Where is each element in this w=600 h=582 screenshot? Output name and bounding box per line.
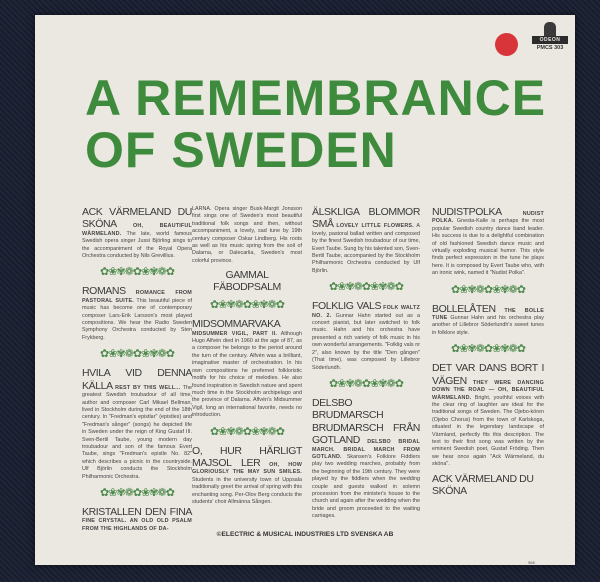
song-english-title: OH, BEAUTIFUL WÄRMELAND.	[82, 223, 192, 237]
catalog-number: PMCS 303	[536, 45, 564, 51]
song-notes: Gunnar Hahn and his orchestra play another of Lillebror Söderlundh's sweet tunes in folklore style.	[432, 315, 544, 336]
song-title: MIDSOMMARVAKA	[192, 318, 281, 331]
floral-ornament: ✿❀✾❁✿❀✾❁✿	[100, 348, 174, 361]
column-2	[192, 206, 302, 510]
song-english-title: FOLK WALTZ NO. 2.	[312, 305, 420, 319]
song-notes: The greatest Swedish troubadour of all time, author and composer Carl Mikael Bellman, lived in Stockholm during the end of the 18th century. In "Fredman's epistlar" (epistles) and "Fredman's sånger" (songs) he depicted life in Sweden under the reign of King Gustaf III. Sven-Bertil Taube, young modern day troubadour and son of the famous Evert Taube, sings "Fredman's epistle No. 82" which describes a picnic in the countryside. Ulf Björlin conducts the Stockholm Philharmonic Orchestra.	[82, 384, 192, 480]
song-entry	[192, 318, 302, 419]
song-entry	[82, 285, 192, 342]
odeon-logo	[532, 22, 568, 51]
floral-ornament: ✿❀✾❁✿❀✾❁✿	[100, 266, 174, 279]
song-description	[432, 362, 544, 468]
song-english-title: THE BOLLE TUNE	[432, 307, 544, 322]
floral-ornament: ✿❀✾❁✿❀✾❁✿	[329, 377, 403, 390]
song-english-title: OH, HOW GLORIOUSLY THE MAY SUN SMILES.	[192, 461, 303, 476]
song-notes: Although Hugo Alfvén died in 1960 at the age of 87, as a composer he belongs to the period around the turn of the century. Alfvén was a brilliant, imaginative master of orchestration. In his own compositions he preferred folkloristic motifs for his choice of melodies. He also found inspiration in Swedish nature and spent much time in the Stockholm archipelago and the province of Dalarna. Alfvén's Midsummer Vigil, long an international favorite, needs no introduction.	[192, 330, 302, 419]
song-notes: Gnesta-Kalle is perhaps the most popular Swedish country dance band leader. His success is due to a delightful combination of old fashioned Swedish dance music and virtually exploding musical humor. This style finds perfect expression in the tune he plays here. It is composed by Evert Taube who, with an ironic wink, named it "Nudist Polka".	[432, 218, 544, 277]
song-english-title: MIDSUMMER VIGIL, PART II.	[192, 330, 278, 337]
song-description	[82, 506, 192, 533]
song-description	[82, 285, 192, 342]
song-description	[432, 303, 544, 338]
song-title: ÄLSKLIGA BLOMMOR SMÅ	[312, 206, 420, 231]
song-notes: A lovely, pastoral ballad written and composed by the finest Swedish troubadour of our time, Evert Taube. Sung by his talented son, Sven-Bertil Taube, accompanied by the Stockholm Philharmonic Orchestra conducted by Ulf Björlin.	[312, 223, 421, 274]
song-title: FOLKLIG VALS	[312, 300, 382, 313]
floral-ornament: ✿❀✾❁✿❀✾❁✿	[210, 425, 284, 438]
song-notes: The late, world famous Swedish opera singer Jussi Björling sings to the accompaniment of the Royal Opera Orchestra conducted by Nils Grevillius.	[82, 230, 192, 260]
song-english-title: LOVELY LITTLE FLOWERS.	[336, 223, 414, 230]
song-title: BOLLELÅTEN	[432, 302, 496, 315]
floral-ornament: ✿❀✾❁✿❀✾❁✿	[329, 281, 403, 294]
song-entry	[432, 206, 544, 278]
song-english-title: THEY WERE DANCING DOWN THE ROAD — OH, BEAUTIFUL WÄRMELAND.	[432, 379, 544, 401]
song-entry	[312, 206, 420, 275]
song-notes: This beautiful piece of music has become one of contemporary composer Lars-Erik Larsson's most played compositions. We hear the Radio Sweden Symphony Orchestra conducted by Sten Frykberg.	[82, 297, 192, 341]
floral-ornament: ✿❀✾❁✿❀✾❁✿	[100, 486, 174, 499]
song-title: O, HUR HÄRLIGT MAJSOL LER	[192, 444, 302, 469]
print-code: 968	[528, 560, 535, 565]
column-4	[432, 206, 544, 501]
song-title: KRISTALLEN DEN FINA	[82, 505, 192, 518]
song-description	[312, 300, 420, 372]
song-entry	[312, 397, 420, 521]
song-description-continued: LARNA. Opera singer Busk-Margit Jonsson first sings one of Sweden's most beautiful traditional folk songs and then, without accompaniment, a lovely, sad tune by 19th century composer Oskar Lindberg. His roots as well as his music spring from the soil of Dalarna, or Dalecarlia, Sweden's most colorful province.	[192, 206, 302, 264]
song-description	[432, 206, 544, 278]
song-title: DELSBO BRUDMARSCH BRUDMARSCH FRÅN GOTLAND	[312, 396, 420, 447]
song-title: ACK VÄRMELAND DU SKÖNA	[82, 206, 192, 231]
song-heading: GAMMAL FÄBODPSALM	[213, 269, 281, 294]
column-3	[312, 206, 420, 525]
song-english-title: FINE CRYSTAL. AN OLD OLD PSALM FROM THE HIGHLANDS OF DA-	[82, 518, 192, 532]
song-notes: Students in the university town of Uppsala traditionally greet the arrival of spring with this enchanting song. Per-Olov Berg conducts the students' choir Allmänna Sången.	[192, 476, 302, 505]
song-notes: Gunnar Hahn started out as a concert pianist, but later switched to folk music. Hahn and his orchestra have presented a rich variety of folk music in his own wonderful arrangements. "Folklig vals nr 2", also known by the title "Den gången" (That time), was composed by Lillebror Söderlundh.	[312, 312, 420, 371]
song-entry	[432, 362, 544, 468]
song-entry	[192, 445, 302, 507]
copyright-footer: ©ELECTRIC & MUSICAL INDUSTRIES LTD SVENSKA AB	[216, 531, 394, 538]
song-heading: ACK VÄRMELAND DU SKÖNA	[432, 472, 534, 497]
song-notes: Skansen's Folklore Fiddlers play two wedding marches, probably from the beginning of the 19th century. They were played by the fiddlers when the wedding couple and guests walked in solemn procession from the minister's house to the church and again after the wedding when the bride and groom proceeded to the waiting carriages.	[312, 453, 421, 520]
album-title-line2: OF SWEDEN	[85, 122, 397, 178]
floral-ornament: ✿❀✾❁✿❀✾❁✿	[451, 343, 525, 356]
song-description	[82, 367, 192, 481]
red-sticker	[495, 33, 518, 56]
song-entry	[82, 367, 192, 481]
song-title: ROMANS	[82, 285, 126, 298]
song-entry	[432, 303, 544, 338]
album-title-line1: A REMEMBRANCE	[85, 70, 547, 126]
song-english-title: REST BY THIS WELL...	[115, 384, 181, 391]
song-description	[82, 206, 192, 260]
song-english-title: DELSBO BRIDAL MARCH. BRIDAL MARCH FROM GOTLAND.	[312, 439, 420, 460]
song-title: DET VAR DANS BORT I VÄGEN	[432, 362, 544, 387]
song-entry	[312, 300, 420, 372]
song-english-title: ROMANCE FROM PASTORAL SUITE.	[82, 290, 192, 304]
odeon-tower-icon	[544, 22, 556, 36]
song-english-title: NUDIST POLKA.	[432, 211, 544, 225]
song-description	[192, 318, 302, 419]
song-description	[312, 206, 420, 275]
song-title: NUDISTPOLKA	[432, 206, 502, 218]
song-entry	[82, 506, 192, 533]
floral-ornament: ✿❀✾❁✿❀✾❁✿	[451, 283, 525, 296]
song-notes: Bright, youthful voices with the clear ring of laughter are ideal for the traditional songs of Sweden. The Ojebo-kören (Ojebo Chorus) from the town of Karlskoga, situated in the legendary landscape of Värmland, perfectly fits this description. The text to their first song was written by the eminent Swedish poet, Gustaf Fröding. Then we hear once again "Ack Wärmeland, du sköna".	[432, 394, 544, 468]
song-description	[192, 445, 302, 507]
song-title: HVILA VID DENNA KÄLLA	[82, 367, 192, 392]
song-description	[312, 397, 420, 521]
album-back-cover	[35, 15, 575, 565]
column-1	[82, 206, 192, 537]
floral-ornament: ✿❀✾❁✿❀✾❁✿	[210, 299, 284, 312]
label-brand: ODEON	[532, 36, 568, 44]
song-entry	[82, 206, 192, 260]
